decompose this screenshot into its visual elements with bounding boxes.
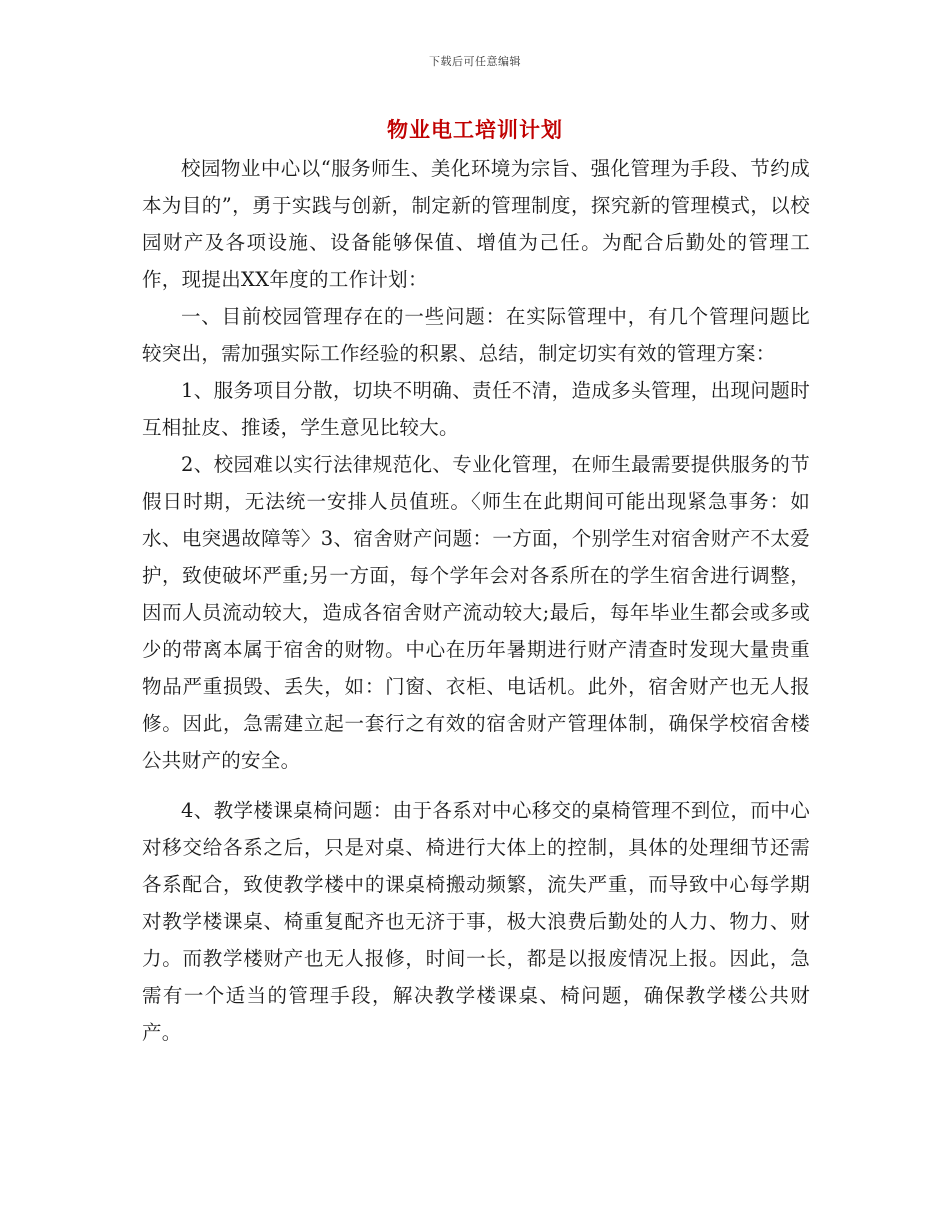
document-body — [142, 150, 810, 1051]
page-header-note: 下载后可任意编辑 — [429, 55, 521, 68]
paragraph-intro: 校园物业中心以“服务师生、美化环境为宗旨、强化管理为手段、节约成本为目的”，勇于实践与创新，制定新的管理制度，探究新的管理模式，以校园财产及各项设施、设备能够保值、增值为己任。为配合后勤处的管理工作，现提出XX年度的工作计划： — [142, 157, 810, 291]
paragraph-item-1: 1、服务项目分散，切块不明确、责任不清，造成多头管理，出现问题时互相扯皮、推诿，学生意见比较大。 — [142, 379, 810, 439]
document-title: 物业电工培训计划 — [387, 117, 563, 142]
paragraph-section-one: 一、目前校园管理存在的一些问题：在实际管理中，有几个管理问题比较突出，需加强实际工作经验的积累、总结，制定切实有效的管理方案： — [142, 305, 810, 365]
paragraph-item-4: 4、教学楼课桌椅问题：由于各系对中心移交的桌椅管理不到位，而中心对移交给各系之后，只是对桌、椅进行大体上的控制，具体的处理细节还需各系配合，致使教学楼中的课桌椅搬动频繁，流失严重，而导致中心每学期对教学楼课桌、椅重复配齐也无济于事，极大浪费后勤处的人力、物力、财力。而教学楼财产也无人报修，时间一长，都是以报废情况上报。因此，急需有一个适当的管理手段，解决教学楼课桌、椅问题，确保教学楼公共财产。 — [142, 799, 810, 1044]
paragraph-item-2-3: 2、校园难以实行法律规范化、专业化管理，在师生最需要提供服务的节假日时期，无法统一安排人员值班。〈师生在此期间可能出现紧急事务：如水、电突遇故障等〉3、宿舍财产问题：一方面，个别学生对宿舍财产不太爱护，致使破坏严重;另一方面，每个学年会对各系所在的学生宿舍进行调整，因而人员流动较大，造成各宿舍财产流动较大;最后，每年毕业生都会或多或少的带离本属于宿舍的财物。中心在历年暑期进行财产清查时发现大量贵重物品严重损毁、丢失，如：门窗、衣柜、电话机。此外，宿舍财产也无人报修。因此，急需建立起一套行之有效的宿舍财产管理体制，确保学校宿舍楼公共财产的安全。 — [142, 453, 810, 772]
